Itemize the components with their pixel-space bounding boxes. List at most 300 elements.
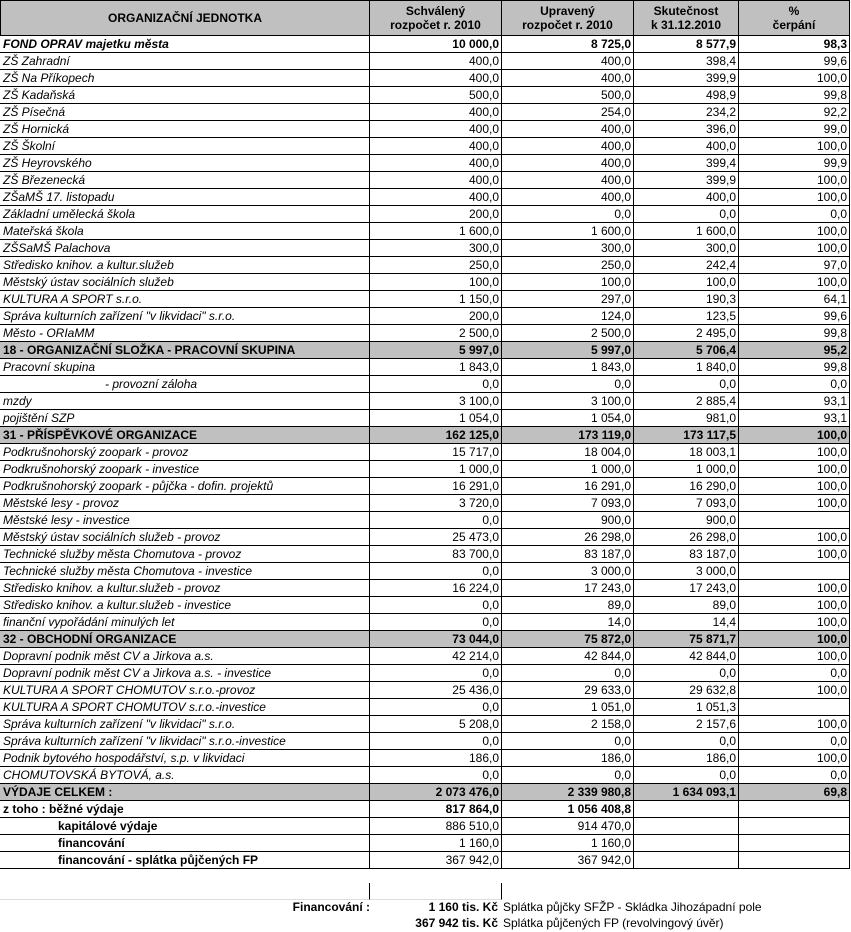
table-row [0, 716, 851, 733]
cell-adjusted[interactable]: 2 500,0 [502, 325, 634, 342]
cell-adjusted[interactable]: 1 051,0 [502, 699, 634, 716]
table-row [0, 172, 851, 189]
cell-percent[interactable]: 93,1 [739, 393, 850, 410]
cell-percent[interactable]: 100,0 [739, 614, 850, 631]
cell-actual[interactable]: 173 117,5 [634, 427, 739, 444]
cell-percent[interactable]: 100,0 [739, 478, 850, 495]
cell-adjusted[interactable]: 0,0 [502, 665, 634, 682]
cell-percent[interactable]: 100,0 [739, 631, 850, 648]
table-row [0, 682, 851, 699]
cell-approved[interactable]: 16 224,0 [370, 580, 502, 597]
cell-percent[interactable]: 0,0 [739, 376, 850, 393]
table-row [0, 325, 851, 342]
financing-line-2 [0, 914, 851, 932]
cell-actual[interactable]: 1 000,0 [634, 461, 739, 478]
cell-name[interactable]: Dopravní podnik měst CV a Jirkova a.s. [0, 648, 370, 665]
cell-approved[interactable]: 25 436,0 [370, 682, 502, 699]
cell-name[interactable]: FOND OPRAV majetku města [0, 36, 370, 53]
cell-actual[interactable]: 234,2 [634, 104, 739, 121]
cell-adjusted[interactable]: 14,0 [502, 614, 634, 631]
financing-label: Financování : [292, 900, 370, 914]
cell-adjusted[interactable]: 0,0 [502, 376, 634, 393]
cell-approved[interactable]: 1 054,0 [370, 410, 502, 427]
table-row [0, 750, 851, 767]
cell-name[interactable]: Městský ústav sociálních služeb - provoz [0, 529, 370, 546]
cell-adjusted[interactable]: 1 056 408,8 [502, 801, 634, 818]
table-header [0, 0, 851, 36]
cell-approved[interactable]: 200,0 [370, 206, 502, 223]
cell-name[interactable]: mzdy [0, 393, 370, 410]
cell-approved[interactable]: 5 997,0 [370, 342, 502, 359]
cell-actual[interactable]: 0,0 [634, 665, 739, 682]
cell-adjusted[interactable]: 89,0 [502, 597, 634, 614]
table-row [0, 223, 851, 240]
cell-approved[interactable]: 2 500,0 [370, 325, 502, 342]
cell-approved[interactable]: 500,0 [370, 87, 502, 104]
cell-name[interactable]: KULTURA A SPORT CHOMUTOV s.r.o.-provoz [0, 682, 370, 699]
cell-percent[interactable]: 100,0 [739, 138, 850, 155]
cell-adjusted[interactable]: 400,0 [502, 189, 634, 206]
table-row [0, 767, 851, 784]
cell-adjusted[interactable]: 16 291,0 [502, 478, 634, 495]
cell-approved[interactable]: 15 717,0 [370, 444, 502, 461]
financing-desc-1: Splátka půjčky SFŽP - Skládka Jihozápadní pole [503, 900, 762, 914]
cell-adjusted[interactable]: 1 054,0 [502, 410, 634, 427]
cell-name[interactable]: Město - ORIaMM [0, 325, 370, 342]
cell-name[interactable]: ZŠ Zahradní [0, 53, 370, 70]
cell-percent[interactable]: 100,0 [739, 682, 850, 699]
cell-actual[interactable]: 396,0 [634, 121, 739, 138]
cell-percent[interactable]: 97,0 [739, 257, 850, 274]
cell-name[interactable]: ZŠ Školní [0, 138, 370, 155]
cell-name[interactable]: 32 - OBCHODNÍ ORGANIZACE [0, 631, 370, 648]
cell-actual[interactable]: 17 243,0 [634, 580, 739, 597]
table-row [0, 733, 851, 750]
table-row [0, 699, 851, 716]
cell-approved[interactable]: 367 942,0 [370, 852, 502, 869]
cell-percent[interactable]: 99,8 [739, 87, 850, 104]
cell-percent[interactable]: 100,0 [739, 495, 850, 512]
cell-percent[interactable]: 99,8 [739, 325, 850, 342]
cell-name[interactable]: Městský ústav sociálních služeb [0, 274, 370, 291]
cell-adjusted[interactable]: 3 000,0 [502, 563, 634, 580]
cell-approved[interactable]: 200,0 [370, 308, 502, 325]
table-row [0, 410, 851, 427]
cell-adjusted[interactable]: 29 633,0 [502, 682, 634, 699]
cell-name[interactable]: Správa kulturních zařízení "v likvidaci" s.r.o.-investice [0, 733, 370, 750]
cell-actual[interactable]: 981,0 [634, 410, 739, 427]
cell-name[interactable]: pojištění SZP [0, 410, 370, 427]
cell-approved[interactable]: 186,0 [370, 750, 502, 767]
section-row [0, 784, 851, 801]
cell-percent[interactable]: 0,0 [739, 206, 850, 223]
cell-percent[interactable]: 100,0 [739, 427, 850, 444]
cell-adjusted[interactable]: 254,0 [502, 104, 634, 121]
cell-approved[interactable]: 400,0 [370, 104, 502, 121]
cell-name[interactable]: Správa kulturních zařízení "v likvidaci" s.r.o. [0, 308, 370, 325]
cell-actual[interactable]: 42 844,0 [634, 648, 739, 665]
cell-name[interactable]: Základní umělecká škola [0, 206, 370, 223]
table-row [0, 70, 851, 87]
cell-name[interactable]: - provozní záloha [0, 376, 370, 393]
cell-name[interactable]: Dopravní podnik měst CV a Jirkova a.s. - investice [0, 665, 370, 682]
cell-percent[interactable]: 95,2 [739, 342, 850, 359]
table-row [0, 206, 851, 223]
cell-actual[interactable]: 7 093,0 [634, 495, 739, 512]
table-row [0, 53, 851, 70]
cell-adjusted[interactable]: 18 004,0 [502, 444, 634, 461]
cell-actual[interactable]: 26 298,0 [634, 529, 739, 546]
cell-adjusted[interactable]: 300,0 [502, 240, 634, 257]
cell-percent[interactable]: 99,0 [739, 121, 850, 138]
financing-amount-1: 1 160 tis. Kč [428, 900, 498, 914]
cell-percent[interactable]: 98,3 [739, 36, 850, 53]
cell-approved[interactable]: 0,0 [370, 597, 502, 614]
table-row [0, 240, 851, 257]
cell-adjusted[interactable]: 0,0 [502, 733, 634, 750]
cell-percent[interactable]: 92,2 [739, 104, 850, 121]
cell-approved[interactable]: 886 510,0 [370, 818, 502, 835]
cell-name[interactable]: Mateřská škola [0, 223, 370, 240]
cell-percent[interactable]: 99,8 [739, 359, 850, 376]
cell-percent[interactable]: 100,0 [739, 223, 850, 240]
cell-name[interactable]: Středisko knihov. a kultur.služeb - provoz [0, 580, 370, 597]
cell-adjusted[interactable]: 173 119,0 [502, 427, 634, 444]
cell-percent[interactable]: 100,0 [739, 716, 850, 733]
header-adjusted[interactable] [502, 0, 634, 36]
cell-adjusted[interactable]: 8 725,0 [502, 36, 634, 53]
cell-actual[interactable]: 1 840,0 [634, 359, 739, 376]
cell-name[interactable]: Technické služby města Chomutova - investice [0, 563, 370, 580]
cell-actual[interactable]: 1 051,3 [634, 699, 739, 716]
cell-actual[interactable]: 399,9 [634, 172, 739, 189]
cell-approved[interactable]: 400,0 [370, 121, 502, 138]
cell-adjusted[interactable]: 1 600,0 [502, 223, 634, 240]
cell-adjusted[interactable]: 400,0 [502, 155, 634, 172]
cell-adjusted[interactable]: 7 093,0 [502, 495, 634, 512]
cell-percent[interactable]: 0,0 [739, 665, 850, 682]
cell-percent[interactable]: 69,8 [739, 784, 850, 801]
cell-actual[interactable]: 400,0 [634, 189, 739, 206]
cell-actual[interactable]: 242,4 [634, 257, 739, 274]
cell-approved[interactable]: 400,0 [370, 138, 502, 155]
cell-actual[interactable] [634, 835, 739, 852]
table-row [0, 495, 851, 512]
cell-percent[interactable]: 0,0 [739, 733, 850, 750]
cell-adjusted[interactable]: 186,0 [502, 750, 634, 767]
cell-actual[interactable]: 123,5 [634, 308, 739, 325]
cell-actual[interactable]: 14,4 [634, 614, 739, 631]
cell-actual[interactable]: 498,9 [634, 87, 739, 104]
cell-actual[interactable]: 0,0 [634, 376, 739, 393]
cell-name[interactable]: z toho : běžné výdaje [0, 801, 370, 818]
cell-approved[interactable]: 0,0 [370, 376, 502, 393]
cell-adjusted[interactable]: 42 844,0 [502, 648, 634, 665]
cell-adjusted[interactable]: 17 243,0 [502, 580, 634, 597]
cell-adjusted[interactable]: 100,0 [502, 274, 634, 291]
table-row [0, 87, 851, 104]
table-row [0, 257, 851, 274]
cell-actual[interactable]: 5 706,4 [634, 342, 739, 359]
cell-actual[interactable] [634, 852, 739, 869]
cell-actual[interactable]: 100,0 [634, 274, 739, 291]
table-row [0, 835, 851, 852]
cell-adjusted[interactable]: 1 160,0 [502, 835, 634, 852]
table-row [0, 614, 851, 631]
cell-name[interactable]: ZŠ Kadaňská [0, 87, 370, 104]
cell-actual[interactable]: 2 157,6 [634, 716, 739, 733]
header-percent-label: % čerpání [772, 4, 816, 32]
cell-adjusted[interactable]: 26 298,0 [502, 529, 634, 546]
cell-actual[interactable]: 1 600,0 [634, 223, 739, 240]
cell-percent[interactable] [739, 563, 850, 580]
cell-adjusted[interactable]: 900,0 [502, 512, 634, 529]
cell-approved[interactable]: 1 160,0 [370, 835, 502, 852]
cell-approved[interactable]: 25 473,0 [370, 529, 502, 546]
cell-percent[interactable]: 100,0 [739, 70, 850, 87]
cell-actual[interactable]: 399,9 [634, 70, 739, 87]
cell-name[interactable]: ZŠ Na Příkopech [0, 70, 370, 87]
cell-actual[interactable]: 0,0 [634, 767, 739, 784]
cell-percent[interactable]: 100,0 [739, 750, 850, 767]
cell-approved[interactable]: 16 291,0 [370, 478, 502, 495]
cell-percent[interactable]: 100,0 [739, 274, 850, 291]
cell-adjusted[interactable]: 83 187,0 [502, 546, 634, 563]
cell-approved[interactable]: 400,0 [370, 172, 502, 189]
cell-adjusted[interactable]: 400,0 [502, 138, 634, 155]
cell-percent[interactable]: 99,6 [739, 53, 850, 70]
cell-actual[interactable]: 186,0 [634, 750, 739, 767]
cell-percent[interactable]: 0,0 [739, 767, 850, 784]
cell-percent[interactable]: 100,0 [739, 172, 850, 189]
cell-approved[interactable]: 1 843,0 [370, 359, 502, 376]
cell-actual[interactable]: 89,0 [634, 597, 739, 614]
cell-name[interactable]: Městské lesy - provoz [0, 495, 370, 512]
table-row [0, 189, 851, 206]
cell-name[interactable]: 18 - ORGANIZAČNÍ SLOŽKA - PRACOVNÍ SKUPINA [0, 342, 370, 359]
table-row [0, 512, 851, 529]
cell-percent[interactable]: 100,0 [739, 648, 850, 665]
table-row [0, 461, 851, 478]
table-row [0, 121, 851, 138]
cell-actual[interactable]: 18 003,1 [634, 444, 739, 461]
cell-name[interactable]: Podkrušnohorský zoopark - investice [0, 461, 370, 478]
cell-approved[interactable]: 73 044,0 [370, 631, 502, 648]
cell-actual[interactable]: 1 634 093,1 [634, 784, 739, 801]
table-row [0, 155, 851, 172]
cell-actual[interactable] [634, 818, 739, 835]
cell-percent[interactable]: 99,9 [739, 155, 850, 172]
cell-adjusted[interactable]: 0,0 [502, 206, 634, 223]
cell-name[interactable]: financování - splátka půjčených FP [0, 852, 370, 869]
table-row [0, 138, 851, 155]
cell-name[interactable]: ZŠ Hornická [0, 121, 370, 138]
cell-approved[interactable]: 250,0 [370, 257, 502, 274]
cell-adjusted[interactable]: 75 872,0 [502, 631, 634, 648]
cell-name[interactable]: KULTURA A SPORT CHOMUTOV s.r.o.-investice [0, 699, 370, 716]
cell-approved[interactable]: 1 600,0 [370, 223, 502, 240]
cell-approved[interactable]: 3 720,0 [370, 495, 502, 512]
cell-percent[interactable] [739, 801, 850, 818]
cell-approved[interactable]: 400,0 [370, 155, 502, 172]
cell-name[interactable]: Středisko knihov. a kultur.služeb - investice [0, 597, 370, 614]
cell-approved[interactable]: 10 000,0 [370, 36, 502, 53]
cell-percent[interactable]: 99,6 [739, 308, 850, 325]
cell-percent[interactable]: 100,0 [739, 580, 850, 597]
cell-actual[interactable]: 2 885,4 [634, 393, 739, 410]
cell-approved[interactable]: 400,0 [370, 53, 502, 70]
table-row [0, 274, 851, 291]
cell-percent[interactable]: 100,0 [739, 189, 850, 206]
cell-approved[interactable]: 162 125,0 [370, 427, 502, 444]
cell-percent[interactable] [739, 835, 850, 852]
cell-name[interactable]: Středisko knihov. a kultur.služeb [0, 257, 370, 274]
cell-name[interactable]: CHOMUTOVSKÁ BYTOVÁ, a.s. [0, 767, 370, 784]
cell-name[interactable]: Městské lesy - investice [0, 512, 370, 529]
section-row [0, 342, 851, 359]
cell-name[interactable]: ZŠ Písečná [0, 104, 370, 121]
table-row [0, 801, 851, 818]
cell-approved[interactable]: 817 864,0 [370, 801, 502, 818]
cell-name[interactable]: ZŠSaMŠ Palachova [0, 240, 370, 257]
cell-percent[interactable]: 100,0 [739, 444, 850, 461]
cell-adjusted[interactable]: 367 942,0 [502, 852, 634, 869]
table-row [0, 376, 851, 393]
cell-actual[interactable]: 0,0 [634, 206, 739, 223]
header-actual-label: Skutečnost k 31.12.2010 [650, 4, 722, 32]
cell-name[interactable]: finanční vypořádání minulých let [0, 614, 370, 631]
header-unit[interactable] [0, 0, 370, 36]
cell-actual[interactable]: 0,0 [634, 733, 739, 750]
cell-adjusted[interactable]: 5 997,0 [502, 342, 634, 359]
cell-approved[interactable]: 0,0 [370, 733, 502, 750]
cell-approved[interactable]: 1 000,0 [370, 461, 502, 478]
cell-actual[interactable]: 16 290,0 [634, 478, 739, 495]
header-unit-label: ORGANIZAČNÍ JEDNOTKA [107, 11, 262, 25]
cell-adjusted[interactable]: 1 843,0 [502, 359, 634, 376]
cell-actual[interactable]: 29 632,8 [634, 682, 739, 699]
cell-approved[interactable]: 400,0 [370, 70, 502, 87]
header-adjusted-label: Upravený rozpočet r. 2010 [522, 4, 613, 32]
cell-actual[interactable]: 83 187,0 [634, 546, 739, 563]
cell-approved[interactable]: 42 214,0 [370, 648, 502, 665]
cell-approved[interactable]: 5 208,0 [370, 716, 502, 733]
cell-approved[interactable]: 1 150,0 [370, 291, 502, 308]
cell-name[interactable]: VÝDAJE CELKEM : [0, 784, 370, 801]
cell-name[interactable]: ZŠ Heyrovského [0, 155, 370, 172]
cell-approved[interactable]: 0,0 [370, 699, 502, 716]
cell-percent[interactable]: 64,1 [739, 291, 850, 308]
cell-percent[interactable]: 100,0 [739, 546, 850, 563]
cell-actual[interactable]: 190,3 [634, 291, 739, 308]
cell-approved[interactable]: 0,0 [370, 512, 502, 529]
cell-percent[interactable]: 100,0 [739, 529, 850, 546]
cell-approved[interactable]: 2 073 476,0 [370, 784, 502, 801]
table-row [0, 665, 851, 682]
cell-name[interactable]: KULTURA A SPORT s.r.o. [0, 291, 370, 308]
cell-adjusted[interactable]: 297,0 [502, 291, 634, 308]
cell-actual[interactable] [634, 801, 739, 818]
cell-percent[interactable]: 93,1 [739, 410, 850, 427]
table-row [0, 529, 851, 546]
header-actual[interactable] [634, 0, 739, 36]
cell-name[interactable]: financování [0, 835, 370, 852]
cell-actual[interactable]: 399,4 [634, 155, 739, 172]
cell-approved[interactable]: 83 700,0 [370, 546, 502, 563]
cell-name[interactable]: 31 - PŘÍSPĚVKOVÉ ORGANIZACE [0, 427, 370, 444]
table-row [0, 597, 851, 614]
cell-name[interactable]: Správa kulturních zařízení "v likvidaci" s.r.o. [0, 716, 370, 733]
cell-name[interactable]: Podkrušnohorský zoopark - provoz [0, 444, 370, 461]
cell-name[interactable]: Podkrušnohorský zoopark - půjčka - dofin. projektů [0, 478, 370, 495]
cell-approved[interactable]: 0,0 [370, 563, 502, 580]
cell-adjusted[interactable]: 3 100,0 [502, 393, 634, 410]
cell-adjusted[interactable]: 400,0 [502, 121, 634, 138]
cell-name[interactable]: Pracovní skupina [0, 359, 370, 376]
table-row [0, 818, 851, 835]
table-row [0, 852, 851, 869]
cell-actual[interactable]: 400,0 [634, 138, 739, 155]
cell-name[interactable]: ZŠ Březenecká [0, 172, 370, 189]
financing-amount-2: 367 942 tis. Kč [415, 916, 498, 930]
cell-adjusted[interactable]: 0,0 [502, 767, 634, 784]
cell-adjusted[interactable]: 914 470,0 [502, 818, 634, 835]
cell-adjusted[interactable]: 2 339 980,8 [502, 784, 634, 801]
header-percent[interactable] [739, 0, 850, 36]
cell-approved[interactable]: 0,0 [370, 665, 502, 682]
table-row [0, 546, 851, 563]
table-row [0, 478, 851, 495]
cell-approved[interactable]: 0,0 [370, 767, 502, 784]
cell-name[interactable]: Podnik bytového hospodářství, s.p. v likvidaci [0, 750, 370, 767]
cell-percent[interactable] [739, 818, 850, 835]
cell-percent[interactable] [739, 512, 850, 529]
cell-actual[interactable]: 900,0 [634, 512, 739, 529]
cell-approved[interactable]: 0,0 [370, 614, 502, 631]
cell-percent[interactable]: 100,0 [739, 240, 850, 257]
cell-approved[interactable]: 3 100,0 [370, 393, 502, 410]
cell-percent[interactable] [739, 699, 850, 716]
cell-adjusted[interactable]: 400,0 [502, 53, 634, 70]
cell-name[interactable]: ZŠaMŠ 17. listopadu [0, 189, 370, 206]
table-row [0, 359, 851, 376]
cell-actual[interactable]: 3 000,0 [634, 563, 739, 580]
cell-approved[interactable]: 100,0 [370, 274, 502, 291]
cell-percent[interactable] [739, 852, 850, 869]
cell-name[interactable]: kapitálové výdaje [0, 818, 370, 835]
cell-approved[interactable]: 400,0 [370, 189, 502, 206]
cell-adjusted[interactable]: 250,0 [502, 257, 634, 274]
cell-adjusted[interactable]: 124,0 [502, 308, 634, 325]
cell-actual[interactable]: 398,4 [634, 53, 739, 70]
cell-actual[interactable]: 300,0 [634, 240, 739, 257]
cell-percent[interactable]: 100,0 [739, 597, 850, 614]
cell-actual[interactable]: 75 871,7 [634, 631, 739, 648]
table-row [0, 36, 851, 53]
table-row [0, 308, 851, 325]
cell-name[interactable]: Technické služby města Chomutova - provoz [0, 546, 370, 563]
cell-adjusted[interactable]: 400,0 [502, 70, 634, 87]
cell-adjusted[interactable]: 1 000,0 [502, 461, 634, 478]
cell-adjusted[interactable]: 500,0 [502, 87, 634, 104]
cell-percent[interactable]: 100,0 [739, 461, 850, 478]
cell-actual[interactable]: 8 577,9 [634, 36, 739, 53]
cell-approved[interactable]: 300,0 [370, 240, 502, 257]
cell-adjusted[interactable]: 400,0 [502, 172, 634, 189]
cell-adjusted[interactable]: 2 158,0 [502, 716, 634, 733]
cell-actual[interactable]: 2 495,0 [634, 325, 739, 342]
header-approved[interactable] [370, 0, 502, 36]
